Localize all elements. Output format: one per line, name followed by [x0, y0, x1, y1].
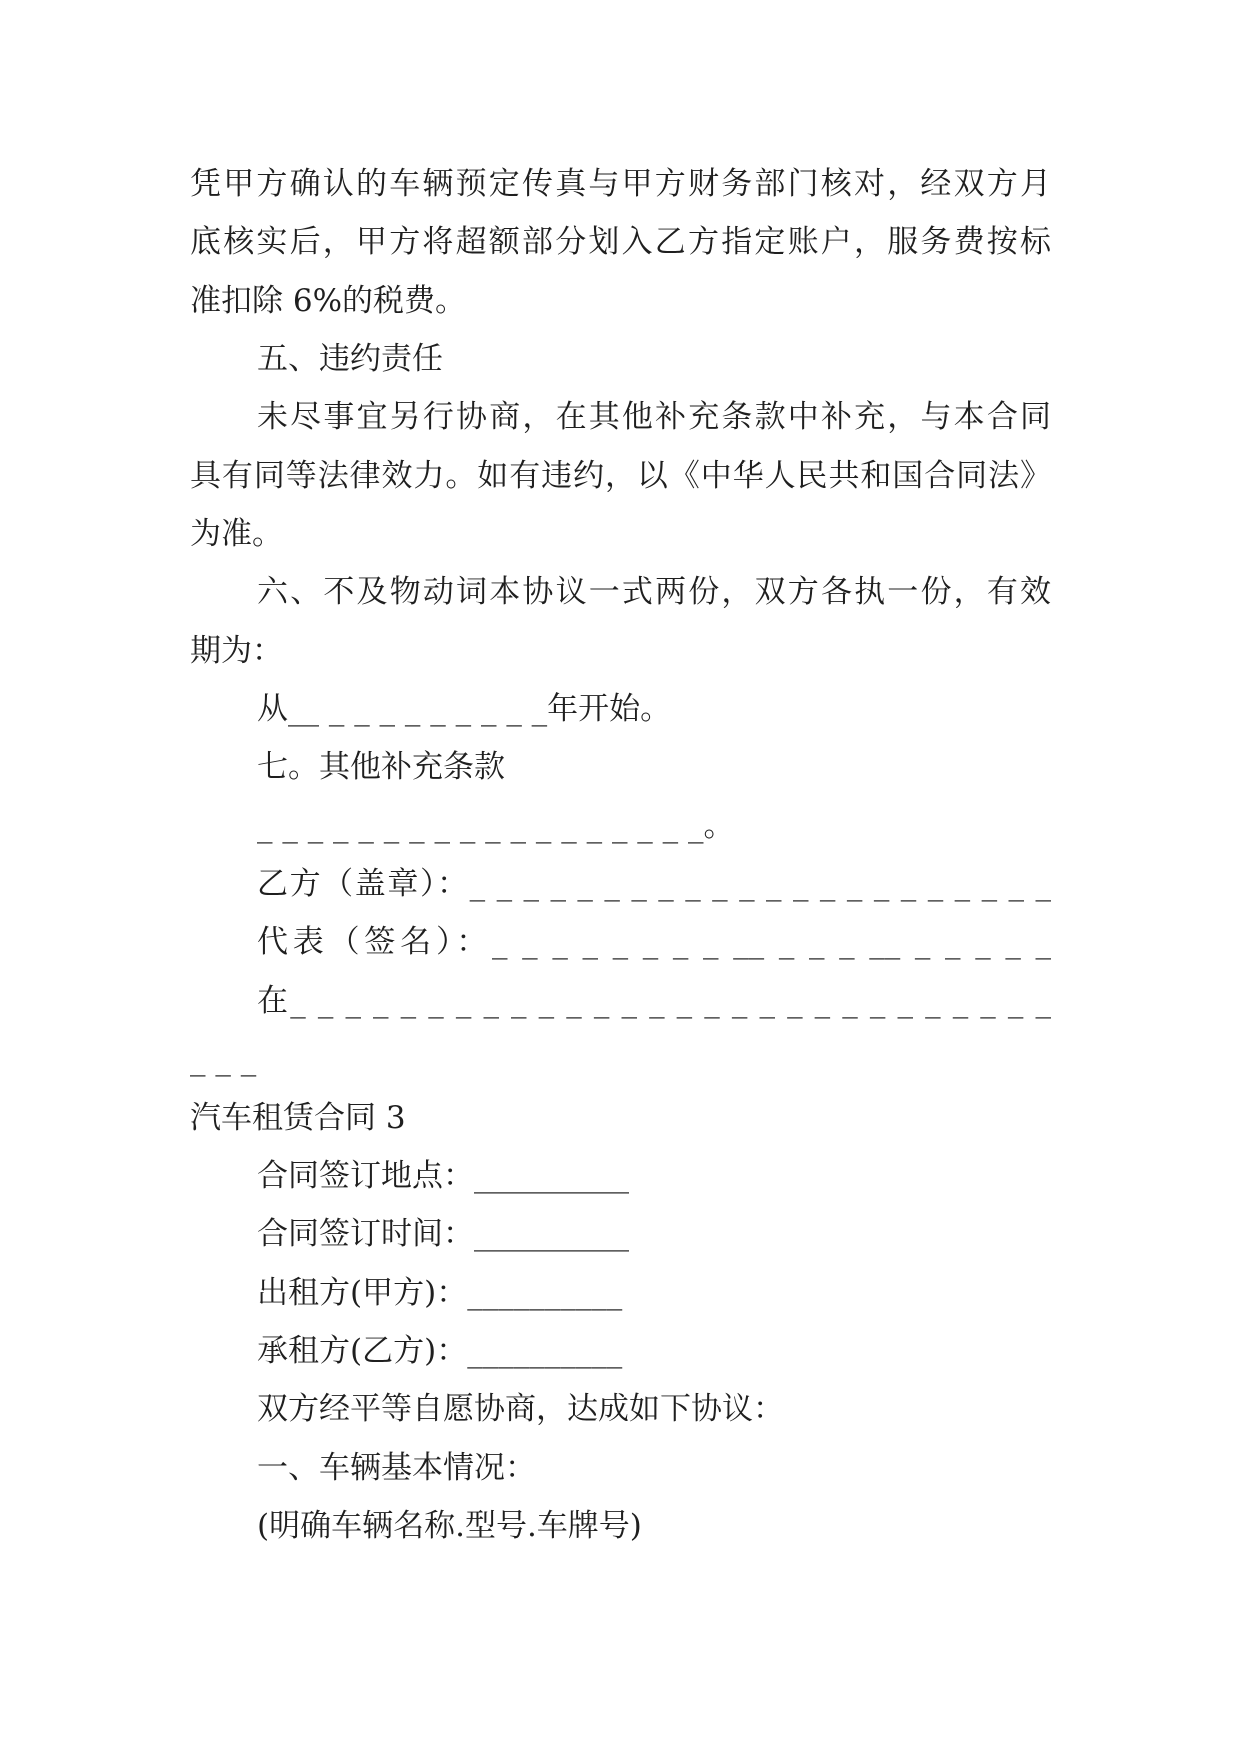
- signing-location-field: 合同签订地点：__________: [257, 1157, 629, 1194]
- signing-place-line: _ _ _: [190, 1041, 257, 1078]
- section-1-note: (明确车辆名称.型号.车牌号): [257, 1507, 642, 1544]
- clause-6-line: 期为：: [190, 632, 283, 669]
- document-page: [190, 155, 1051, 1555]
- signing-place-line: 在_ _ _ _ _ _ _ _ _ _ _ _ _ _ _ _ _ _ _ _ _ _ _ _ _ _ _ _: [257, 982, 1051, 1019]
- representative-signature-line: 代表（签名）：_ _ _ _ _ _ _ _ __ _ _ _ __ _ _ _ _ _: [257, 924, 1051, 961]
- party-b-seal-line: 乙方（盖章）：_ _ _ _ _ _ _ _ _ _ _ _ _ _ _ _ _ _ _ _ _ _: [257, 866, 1051, 903]
- clause-6-line: 六、不及物动词本协议一式两份，双方各执一份，有效: [257, 574, 1051, 611]
- clause-4-line: 凭甲方确认的车辆预定传真与甲方财务部门核对，经双方月: [190, 166, 1051, 202]
- lessor-field: 出租方(甲方)：__________: [257, 1274, 623, 1311]
- supplementary-terms-blank: _ _ _ _ _ _ _ _ _ _ _ _ _ _ _ _ _ _。: [257, 807, 735, 844]
- clause-5-line: 为准。: [190, 516, 283, 553]
- clause-7-heading: 七。其他补充条款: [257, 749, 505, 786]
- agreement-intro: 双方经平等自愿协商，达成如下协议：: [257, 1391, 784, 1428]
- clause-5-line: 具有同等法律效力。如有违约，以《中华人民共和国合同法》: [190, 457, 1051, 494]
- clause-5-heading: 五、违约责任: [257, 341, 443, 378]
- validity-period-blank: 从__ _ _ _ _ _ _ _ _ _年开始。: [257, 691, 672, 728]
- clause-5-line: 未尽事宜另行协商，在其他补充条款中补充，与本合同: [257, 399, 1051, 436]
- contract-title: 汽车租赁合同 3: [190, 1099, 406, 1136]
- clause-4-line: 准扣除 6%的税费。: [190, 282, 467, 319]
- signing-time-field: 合同签订时间：__________: [257, 1216, 629, 1253]
- clause-4-line: 底核实后，甲方将超额部分划入乙方指定账户，服务费按标: [190, 224, 1051, 261]
- lessee-field: 承租方(乙方)：__________: [257, 1332, 623, 1369]
- section-1-heading: 一、车辆基本情况：: [257, 1449, 536, 1486]
